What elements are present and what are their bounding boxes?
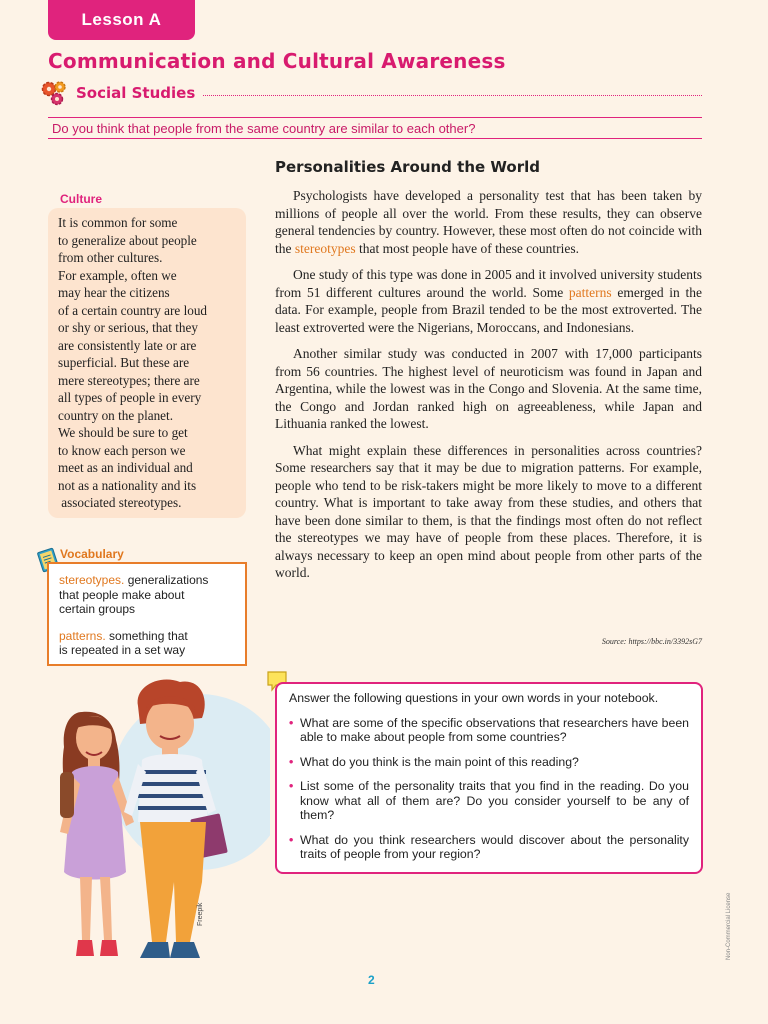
bullet-icon: • bbox=[289, 779, 294, 793]
article-title: Personalities Around the World bbox=[275, 158, 540, 176]
culture-line: to generalize about people bbox=[58, 232, 197, 248]
questions-box bbox=[275, 682, 703, 874]
gears-icon bbox=[40, 80, 70, 106]
article-body bbox=[275, 187, 702, 591]
article-paragraph: Another similar study was conducted in 2007 with 17,000 participants from 56 countries. The highest level of neuroticism was found in Japan and Argentina, while the lowest was in the Congo and Slovenia. At the same time, the Congo and Jordan ranked high on agreeableness, while Japan and Lithuania ranked the lowest. bbox=[275, 346, 702, 431]
page-number: 2 bbox=[368, 973, 375, 987]
questions-intro: Answer the following questions in your own words in your notebook. bbox=[289, 691, 659, 705]
vocabulary-box bbox=[47, 562, 247, 666]
culture-line: all types of people in every bbox=[58, 390, 202, 405]
subject-label: Social Studies bbox=[76, 84, 196, 102]
question-item bbox=[289, 779, 689, 823]
question-text: What are some of the specific observations that researchers have been able to make about people from some countries? bbox=[300, 715, 689, 744]
vocab-term: stereotypes. bbox=[59, 573, 125, 587]
vocab-definition: certain groups bbox=[59, 602, 136, 616]
culture-line: meet as an individual and bbox=[58, 460, 193, 475]
vocab-term: patterns. bbox=[59, 628, 106, 643]
culture-line: may hear the citizens bbox=[58, 285, 170, 300]
questions-list bbox=[289, 716, 689, 862]
culture-line: We should be sure to get bbox=[58, 425, 188, 440]
highlight-stereotypes: stereotypes bbox=[294, 240, 356, 256]
vocabulary-heading: Vocabulary bbox=[60, 547, 124, 561]
culture-line: not as a nationality and its bbox=[58, 477, 197, 493]
article-paragraph: What might explain these differences in personalities across countries? Some researchers say that it may be due to migration patterns. For example, people who tend to be risk-takers might be more likely to move to a different country. What is important to take away from these studies, and others that have been done similar to them, is that the findings most often do not reflect the stereotypes we may have of people from these places. Therefore, it is always necessary to keep an open mind about people from other parts of the world. bbox=[275, 442, 702, 580]
bullet-icon: • bbox=[289, 754, 294, 769]
culture-line: associated stereotypes. bbox=[58, 495, 182, 510]
lesson-tab: Lesson A bbox=[48, 0, 195, 40]
vocab-entry bbox=[59, 573, 235, 617]
question-text: List some of the personality traits that you find in the reading. Do you know what all of them are? Do you consider yourself to be any of them? bbox=[300, 779, 689, 822]
highlight-patterns: patterns bbox=[568, 284, 612, 300]
culture-heading: Culture bbox=[60, 192, 102, 206]
question-item bbox=[289, 755, 689, 770]
culture-line: superficial. But these are bbox=[58, 355, 190, 370]
culture-line: country on the planet. bbox=[58, 407, 173, 423]
warmup-question: Do you think that people from the same country are similar to each other? bbox=[48, 117, 702, 139]
subject-row bbox=[40, 80, 702, 106]
bullet-icon: • bbox=[289, 832, 294, 847]
lesson-title: Communication and Cultural Awareness bbox=[48, 49, 506, 73]
question-item bbox=[289, 833, 689, 862]
source-citation: Source: https://bbc.in/3392sG7 bbox=[601, 637, 702, 646]
culture-line: from other cultures. bbox=[58, 250, 163, 265]
vocab-definition: is repeated in a set way bbox=[59, 643, 186, 657]
question-text: What do you think is the main point of this reading? bbox=[300, 754, 579, 769]
license-note: Non-Commercial License bbox=[726, 892, 732, 960]
students-illustration bbox=[30, 672, 270, 982]
culture-line: For example, often we bbox=[58, 267, 177, 283]
culture-line: of a certain country are loud bbox=[58, 302, 208, 318]
text-run: that most people have of these countries. bbox=[355, 240, 580, 256]
culture-line: to know each person we bbox=[58, 442, 186, 458]
culture-line: are consistently late or are bbox=[58, 337, 197, 353]
culture-box bbox=[48, 208, 246, 518]
vocab-entry bbox=[59, 629, 235, 658]
question-item bbox=[289, 716, 689, 745]
text-run: emerged in the data. For example, people from Brazil tended to be the most extroverted. The least extroverted were the Nigerians, Moroccans, and Indonesians. bbox=[275, 284, 702, 335]
culture-line: It is common for some bbox=[58, 215, 178, 230]
vocab-definition: that people make about bbox=[59, 587, 185, 602]
article-paragraph bbox=[275, 266, 702, 336]
culture-line: mere stereotypes; there are bbox=[58, 372, 200, 388]
culture-line: or shy or serious, that they bbox=[58, 320, 198, 335]
vocab-definition: something that bbox=[105, 628, 188, 643]
bullet-icon: • bbox=[289, 715, 294, 730]
text-run: One study of this type was done in 2005 and it involved university students from 51 different cultures around the world. Some bbox=[275, 267, 702, 300]
vocab-definition: generalizations bbox=[124, 573, 209, 587]
article-paragraph bbox=[275, 187, 702, 257]
illustration-credit: Freepik bbox=[197, 902, 204, 926]
text-run: Psychologists have developed a personality test that has been taken by millions of people all over the world. From these results, they can observe general tendencies by country. However, these most often do not coincide with the bbox=[275, 188, 702, 256]
dotted-rule bbox=[203, 95, 702, 96]
question-text: What do you think researchers would discover about the personality traits of people from your region? bbox=[300, 832, 689, 861]
